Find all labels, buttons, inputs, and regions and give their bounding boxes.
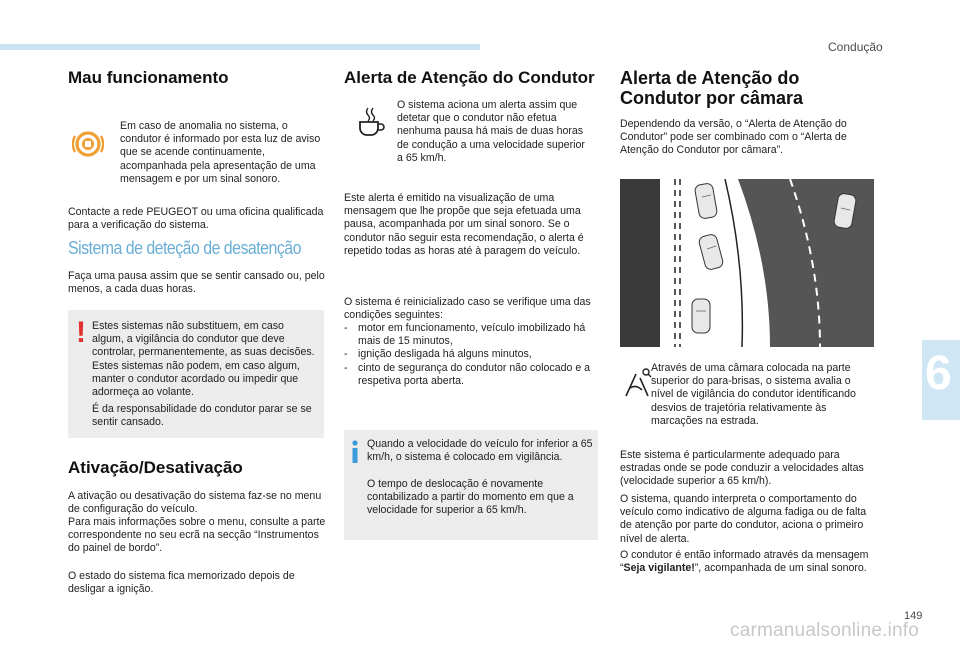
list-item: - motor em funcionamento, veículo imobilizado há mais de 15 minutos, — [344, 322, 586, 348]
message-highlight: Seja vigilante! — [623, 562, 695, 575]
malfunction-text: Em caso de anomalia no sistema, o condutor é informado por esta luz de aviso que se acende continuamente, acompanhada pela apresentação de uma mensagem e por um sinal sonoro. — [120, 120, 321, 185]
reset-list — [344, 322, 602, 388]
malfunction-contact: Contacte a rede PEUGEOT ou uma oficina qualificada para a verificação do sistema. — [68, 206, 324, 232]
malfunction-title: Mau funcionamento — [68, 68, 229, 87]
camera-text: Através de uma câmara colocada na parte superior do para-brisas, o sistema avalia o nível de vigilância do condutor identificando desvios de trajetória relativamente às marcações na estrada. — [651, 362, 856, 427]
memory-text: O estado do sistema fica memorizado depois de desligar a ignição. — [68, 570, 295, 596]
warning-text: Estes sistemas não substituem, em caso algum, a vigilância do condutor que deve controlar, permanentemente, as suas decisões. Estes sistemas não podem, em caso algum, manter o condutor acordado ou impedir que adormeça ao volante. — [92, 320, 315, 399]
info-icon — [351, 440, 357, 462]
activation-text-2: Para mais informações sobre o menu, consulte a parte correspondente no seu ecrã na secção “Instrumentos do painel de bordo”. — [68, 516, 326, 555]
suited-roads-text: Este sistema é particularmente adequado para estradas onde se pode conduzir a velocidades altas (velocidade superior a 65 km/h). — [620, 449, 864, 488]
camera-alert-title-1: Alerta de Atenção do — [620, 68, 800, 88]
driver-alert-intro: O sistema aciona um alerta assim que detetar que o condutor não efetua nenhuma pausa há mais de duas horas de condução a uma velocidade superior a 65 km/h. — [397, 99, 585, 164]
alert-emission-text: Este alerta é emitido na visualização de uma mensagem que lhe propõe que seja efetuada uma pausa, acompanhada por um sinal sonoro. Se o condutor não seguir esta recomendação, o alerta é repetido todas as horas até à paragem do veículo. — [344, 192, 584, 257]
camera-intro: Dependendo da versão, o “Alerta de Atenção do Condutor” pode ser combinado com o “Alerta de Atenção do Condutor por câmara”. — [620, 118, 847, 157]
driver-alert-title: Alerta de Atenção do Condutor — [344, 68, 595, 87]
camera-alert-title-2: Condutor por câmara — [620, 88, 804, 108]
reset-intro: O sistema é reinicializado caso se verifique uma das condições seguintes: — [344, 296, 591, 322]
lane-camera-icon — [622, 366, 654, 405]
activation-text: A ativação ou desativação do sistema faz-se no menu de configuração do veículo. — [68, 490, 322, 516]
warning-text-2: É da responsabilidade do condutor parar se se sentir cansado. — [92, 403, 312, 429]
watermark: carmanualsonline.info — [730, 620, 920, 641]
info-text: Quando a velocidade do veículo for inferior a 65 km/h, o sistema é colocado em vigilância. — [367, 438, 593, 464]
section-title: Condução — [828, 40, 883, 54]
interpret-text: O sistema, quando interpreta o comportamento do veículo como indicativo de alguma fadiga ou de falta de atenção por parte do condutor, aciona o primeiro nível de alerta. — [620, 493, 867, 545]
chapter-number: 6 — [925, 347, 952, 400]
info-text-2: O tempo de deslocação é novamente contabilizado a partir do momento em que a velocidade for superior a 65 km/h. — [367, 478, 574, 517]
list-item: - cinto de segurança do condutor não colocado e a respetiva porta aberta. — [344, 361, 591, 387]
page-number: 149 — [904, 610, 923, 622]
activation-title: Ativação/Desativação — [68, 458, 243, 477]
warning-exclamation-icon: ! — [76, 316, 86, 349]
coffee-cup-icon — [356, 106, 386, 143]
header-bar — [0, 44, 480, 50]
malfunction-warning-icon — [72, 128, 104, 165]
message-text: O condutor é então informado através da mensagem “Seja vigilante!”, acompanhada de um sinal sonoro. — [620, 549, 869, 575]
lane-drift-illustration — [620, 179, 874, 347]
list-item: - ignição desligada há alguns minutos, — [344, 348, 532, 361]
inattention-subtitle: Sistema de deteção de desatenção — [68, 237, 301, 258]
pause-text: Faça uma pausa assim que se sentir cansado ou, pelo menos, a cada duas horas. — [68, 270, 325, 296]
